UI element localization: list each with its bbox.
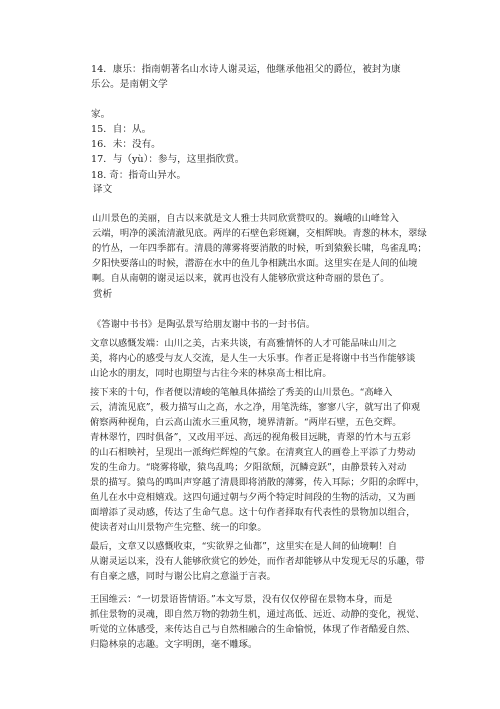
analysis-line: 归隐林泉的志趣。文字明朗，毫不雕琢。 (90, 639, 258, 650)
note-14-line-1: 14．康乐：指南朝著名山水诗人谢灵运，他继承他祖父的爵位，被封为康 (91, 64, 401, 75)
translation-heading: 译文 (93, 184, 113, 195)
analysis-line: 山论水的朋友，同时也期望与古往今来的林泉高士相比肩。 (90, 368, 332, 379)
analysis-line: 接下来的十句，作者便以清峻的笔触具体描绘了秀美的山川景色。“高峰入 (90, 387, 393, 398)
analysis-line: 最后，文章又以感慨收束，“实欲界之仙都”，这里实在是人间的仙境啊！自 (90, 541, 398, 552)
analysis-line: 俯察两种视角，白云高山流水三重风物，境界清新。“两岸石壁，五色交辉。 (90, 417, 402, 428)
translation-line: 山川景色的美丽，自古以来就是文人雅士共同欣赏赞叹的。巍峨的山峰耸入 (92, 213, 399, 224)
analysis-line: 美，将内心的感受与友人交流，是人生一大乐事。作者正是将谢中书当作能够谈 (90, 353, 416, 364)
note-15: 15．自：从。 (91, 124, 152, 135)
analysis-line: 抓住景物的灵魂，即自然万物的勃勃生机，通过高低、远近、动静的变化，视觉、 (90, 609, 425, 620)
analysis-heading: 赏析 (93, 289, 113, 300)
analysis-line: 听觉的立体感受，来传达自己与自然相融合的生命愉悦，体现了作者酷爱自然、 (90, 624, 416, 635)
analysis-line: 发的生命力。“晓雾将歇，猿鸟乱鸣；夕阳欲颓，沉鳞竞跃”，由静景转入对动 (90, 462, 407, 473)
note-18: 18. 奇：指奇山异水。 (91, 170, 187, 181)
note-14-line-2: 乐公。是南朝文学 (91, 79, 168, 90)
translation-line: 夕阳快要落山的时候，潜游在水中的鱼儿争相跳出水面。这里实在是人间的仙境 (92, 258, 418, 269)
analysis-line: 景的描写。猿鸟的鸣叫声穿越了清晨即将消散的薄雾，传入耳际；夕阳的余晖中， (90, 477, 425, 488)
note-14-line-3: 家。 (91, 109, 111, 120)
analysis-line: 使读者对山川景物产生完整、统一的印象。 (90, 522, 267, 533)
analysis-line: 的山石相映衬，呈现出一派绚烂辉煌的气象。在清爽宜人的画卷上平添了力势动 (90, 447, 416, 458)
analysis-line: 《答谢中书书》是陶弘景写给朋友谢中书的一封书信。 (92, 319, 316, 330)
analysis-line: 云，清流见底”，极力描写山之高，水之净，用笔洗练，寥寥八字，就写出了仰观 (90, 402, 421, 413)
analysis-line: 从谢灵运以来，没有人能够欣赏它的妙处，而作者却能够从中发现无尽的乐趣，带 (90, 556, 425, 567)
translation-line: 的竹丛，一年四季都有。清晨的薄雾将要消散的时候，听到猿猴长啸，鸟雀乱鸣； (92, 243, 427, 254)
translation-line: 云端，明净的溪流清澈见底。两岸的石壁色彩斑斓，交相辉映。青葱的林木，翠绿 (92, 228, 427, 239)
analysis-line: 文章以感慨发端：山川之美，古来共谈，有高雅情怀的人才可能品味山川之 (90, 338, 397, 349)
translation-line: 啊。自从南朝的谢灵运以来，就再也没有人能够欣赏这种奇丽的景色了。 (92, 273, 390, 284)
analysis-line: 有自豪之感，同时与谢公比肩之意溢于言表。 (90, 571, 276, 582)
analysis-line: 鱼儿在水中竞相嬉戏。这四句通过朝与夕两个特定时间段的生物的活动，又为画 (90, 492, 416, 503)
analysis-line: 面增添了灵动感，传达了生命气息。这十句作者择取有代表性的景物加以组合， (90, 507, 416, 518)
note-16: 16．未：没有。 (91, 139, 161, 150)
analysis-line: 青林翠竹，四时俱备”，又改用平远、高远的视角极目远眺，青翠的竹木与五彩 (90, 432, 411, 443)
note-17: 17．与（yù）：参与，这里指欣赏。 (91, 154, 245, 165)
analysis-line: 王国维云：“一切景语皆情语。”本文写景，没有仅仅停留在景物本身，而是 (90, 594, 393, 605)
